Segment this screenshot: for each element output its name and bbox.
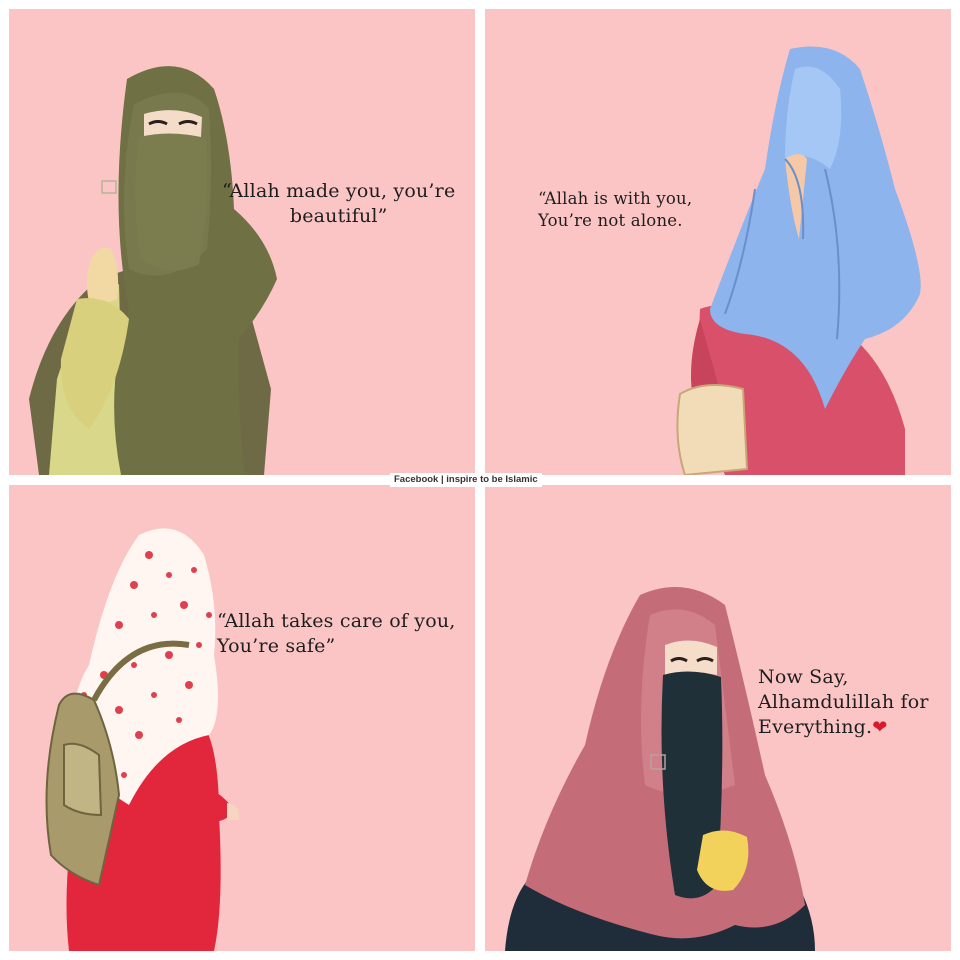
quote-line-2: beautiful” xyxy=(289,205,388,227)
panel-allah-takes-care xyxy=(9,485,475,951)
panel-say-alhamdulillah xyxy=(485,485,951,951)
quote-line-2: You’re safe” xyxy=(217,635,336,657)
illustration-olive-niqab xyxy=(9,9,475,475)
quote-line-3: Everything. xyxy=(758,716,873,738)
quote-line-2: You’re not alone. xyxy=(538,211,683,230)
heart-icon: ❤ xyxy=(872,717,888,738)
quote-line-1: Now Say, xyxy=(758,666,849,688)
illustration-floral-hijab xyxy=(9,485,475,951)
quote-text xyxy=(222,179,455,229)
quote-line-1: “Allah is with you, xyxy=(538,189,693,208)
panel-allah-is-with-you xyxy=(485,9,951,475)
quote-line-1: “Allah takes care of you, xyxy=(217,610,456,632)
quote-text xyxy=(758,665,929,740)
quote-line-1: “Allah made you, you’re xyxy=(222,180,456,202)
quote-text xyxy=(538,188,692,232)
quote-line-2: Alhamdulillah for xyxy=(758,691,929,713)
illustration-blue-hijab xyxy=(485,9,951,475)
source-credit: Facebook | inspire to be Islamic xyxy=(390,473,542,487)
quote-text xyxy=(217,609,456,659)
panel-allah-made-you xyxy=(9,9,475,475)
